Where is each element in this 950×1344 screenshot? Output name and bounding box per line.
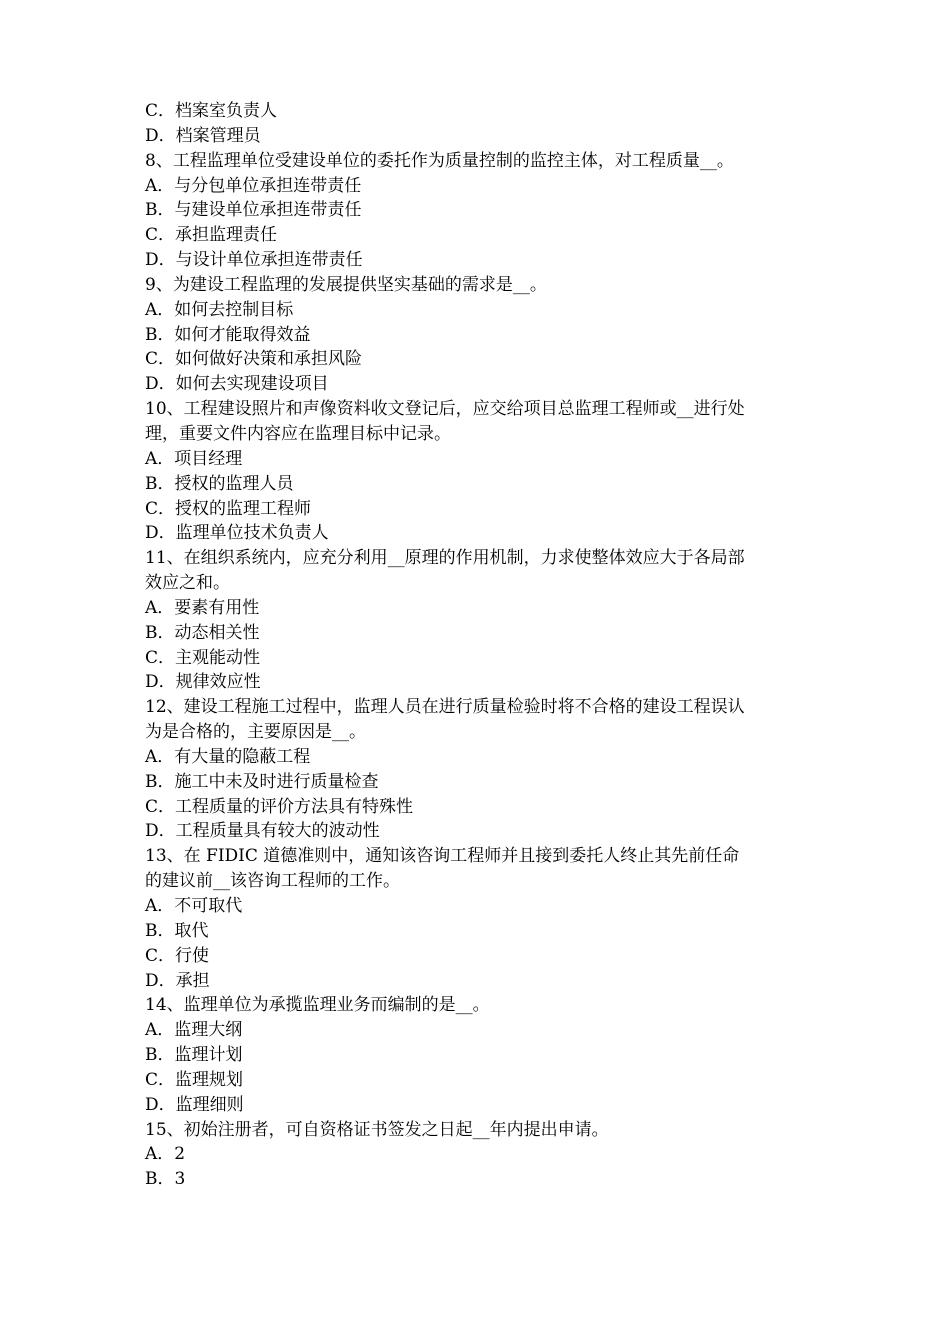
option-line: D．规律效应性 xyxy=(145,672,261,693)
question-line: 为是合格的，主要原因是__。 xyxy=(145,722,366,743)
question-line: 14、监理单位为承揽监理业务而编制的是__。 xyxy=(145,995,490,1016)
option-line: D．工程质量具有较大的波动性 xyxy=(145,821,380,842)
option-line: C．档案室负责人 xyxy=(145,101,278,121)
option-line: A．监理大纲 xyxy=(145,1020,243,1041)
document-body xyxy=(145,99,810,1192)
option-line: A．如何去控制目标 xyxy=(145,299,294,320)
question-line: 8、工程监理单位受建设单位的委托作为质量控制的监控主体，对工程质量__。 xyxy=(145,150,734,171)
option-line: C．承担监理责任 xyxy=(145,225,278,246)
question-line: 10、工程建设照片和声像资料收文登记后，应交给项目总监理工程师或__进行处 xyxy=(145,399,745,420)
option-line: A．要素有用性 xyxy=(145,597,260,618)
option-line: C．授权的监理工程师 xyxy=(145,498,312,519)
option-line: A．与分包单位承担连带责任 xyxy=(145,175,362,196)
option-line: D．档案管理员 xyxy=(145,125,261,146)
option-line: D．监理单位技术负责人 xyxy=(145,523,329,544)
option-line: C．工程质量的评价方法具有特殊性 xyxy=(145,796,414,817)
question-line: 15、初始注册者，可自资格证书签发之日起__年内提出申请。 xyxy=(145,1119,609,1140)
option-line: A．项目经理 xyxy=(145,448,243,469)
option-line: C．行使 xyxy=(145,945,210,966)
option-line: B．3 xyxy=(145,1169,186,1190)
option-line: B．动态相关性 xyxy=(145,622,260,643)
question-line: 9、为建设工程监理的发展提供坚实基础的需求是__。 xyxy=(145,274,547,295)
option-line: C．主观能动性 xyxy=(145,647,261,668)
option-line: A．有大量的隐蔽工程 xyxy=(145,746,311,767)
question-line: 11、在组织系统内，应充分利用__原理的作用机制，力求使整体效应大于各局部 xyxy=(145,548,745,569)
option-line: B．与建设单位承担连带责任 xyxy=(145,200,362,221)
option-line: D．如何去实现建设项目 xyxy=(145,374,329,395)
question-line: 的建议前__该咨询工程师的工作。 xyxy=(145,871,400,892)
question-line: 12、建设工程施工过程中，监理人员在进行质量检验时将不合格的建设工程误认 xyxy=(145,697,745,718)
option-line: D．监理细则 xyxy=(145,1094,244,1115)
option-line: C．如何做好决策和承担风险 xyxy=(145,349,363,370)
option-line: D．承担 xyxy=(145,970,210,991)
question-line: 13、在 FIDIC 道德准则中，通知该咨询工程师并且接到委托人终止其先前任命 xyxy=(145,846,740,867)
option-line: B．监理计划 xyxy=(145,1045,243,1066)
option-line: C．监理规划 xyxy=(145,1069,244,1090)
option-line: A．2 xyxy=(145,1144,186,1165)
option-line: B．取代 xyxy=(145,920,209,941)
option-line: B．授权的监理人员 xyxy=(145,473,294,494)
option-line: A．不可取代 xyxy=(145,896,243,916)
question-line: 效应之和。 xyxy=(145,573,230,594)
option-line: B．如何才能取得效益 xyxy=(145,324,311,345)
question-line: 理，重要文件内容应在监理目标中记录。 xyxy=(145,423,451,444)
option-line: B．施工中未及时进行质量检查 xyxy=(145,771,379,792)
option-line: D．与设计单位承担连带责任 xyxy=(145,250,363,271)
